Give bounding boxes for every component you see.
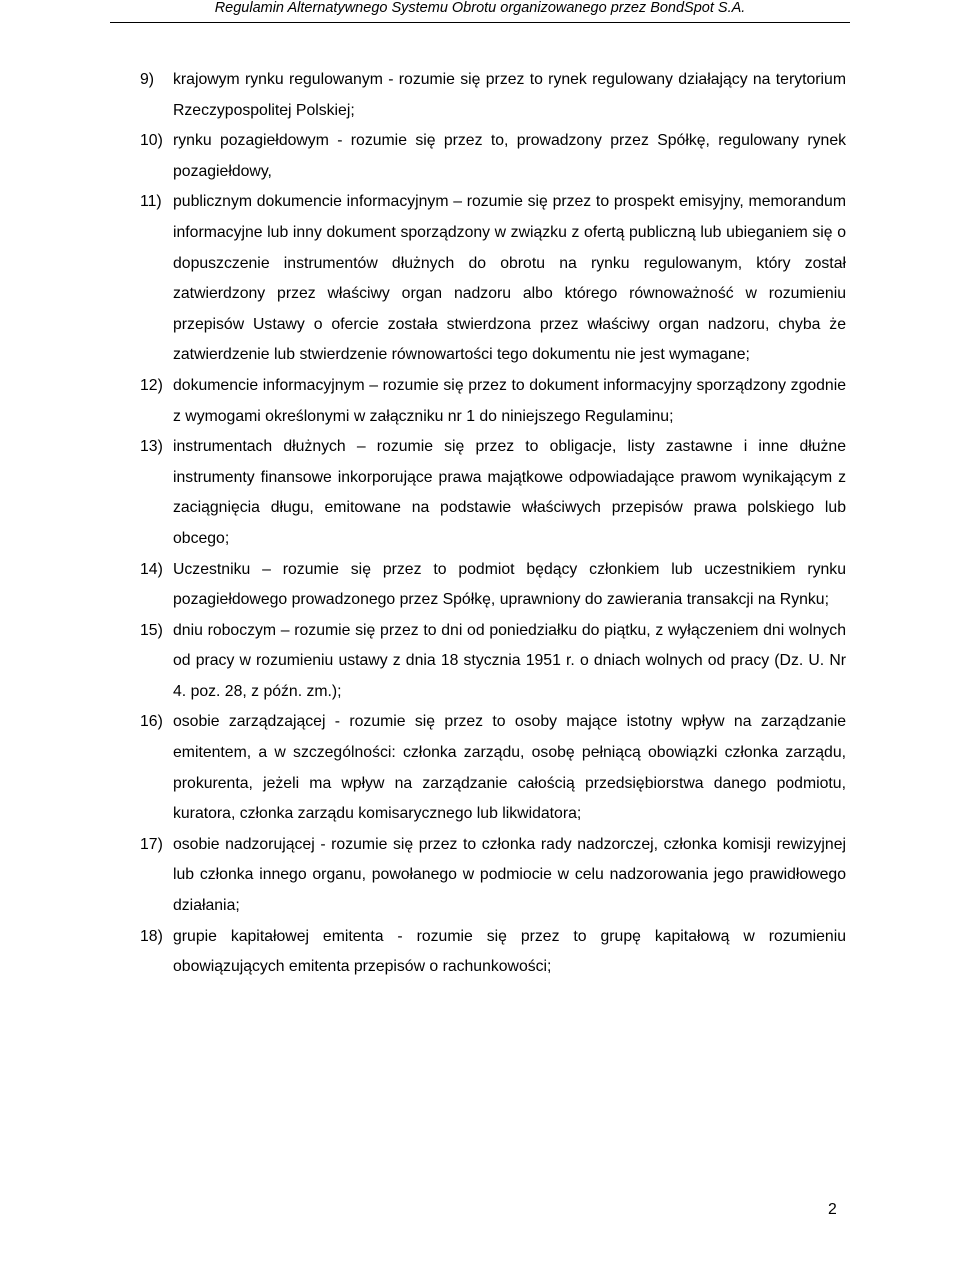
definition-item xyxy=(140,65,846,126)
definition-number: 16) xyxy=(140,713,163,731)
definition-item xyxy=(140,187,846,371)
definition-item xyxy=(140,371,846,432)
definition-text: krajowym rynku regulowanym - rozumie się przez to rynek regulowany działający na terytorium Rzeczypospolitej Polskiej; xyxy=(173,71,846,119)
definitions-list xyxy=(140,65,846,983)
definition-number: 17) xyxy=(140,835,163,853)
definition-text: publicznym dokumencie informacyjnym – rozumie się przez to prospekt emisyjny, memorandum informacyjne lub inny dokument sporządzony w związku z ofertą publiczną lub ubieganiem się o dopuszczenie instrumentów dłużnych do obrotu na rynku regulowanym, który został zatwierdzony przez właściwy organ nadzoru albo którego równoważność w rozumieniu przepisów Ustawy o ofercie została stwierdzona przez właściwy organ nadzoru, chyba że zatwierdzenie lub stwierdzenie równowartości tego dokumentu nie jest wymagane; xyxy=(173,193,846,364)
definition-item xyxy=(140,830,846,922)
definition-text: dokumencie informacyjnym – rozumie się przez to dokument informacyjny sporządzony zgodnie z wymogami określonymi w załączniku nr 1 do niniejszego Regulaminu; xyxy=(173,376,846,425)
page-number: 2 xyxy=(828,1201,837,1218)
definition-number: 13) xyxy=(140,438,163,456)
definition-number: 9) xyxy=(140,71,155,88)
definition-item xyxy=(140,922,846,983)
definition-item xyxy=(140,616,846,708)
running-header xyxy=(110,0,850,23)
definition-text: Uczestniku – rozumie się przez to podmiot będący członkiem lub uczestnikiem rynku pozagiełdowego prowadzonego przez Spółkę, uprawniony do zawierania transakcji na Rynku; xyxy=(173,560,846,609)
definition-text: rynku pozagiełdowym - rozumie się przez to, prowadzony przez Spółkę, regulowany rynek pozagiełdowy, xyxy=(173,132,846,180)
definition-text: grupie kapitałowej emitenta - rozumie się przez to grupę kapitałową w rozumieniu obowiązujących emitenta przepisów o rachunkowości; xyxy=(173,927,846,976)
definition-text: osobie nadzorującej - rozumie się przez to członka rady nadzorczej, członka komisji rewizyjnej lub członka innego organu, powołanego w podmiocie w celu nadzorowania jego prawidłowego działania; xyxy=(173,835,846,915)
document-title: Regulamin Alternatywnego Systemu Obrotu organizowanego przez BondSpot S.A. xyxy=(214,0,746,16)
definition-number: 14) xyxy=(140,560,163,578)
definition-number: 15) xyxy=(140,621,163,639)
definition-text: dniu roboczym – rozumie się przez to dni od poniedziałku do piątku, z wyłączeniem dni wolnych od pracy w rozumieniu ustawy z dnia 18 stycznia 1951 r. o dniach wolnych od pracy (Dz. U. Nr 4. poz. 28, z późn. zm.); xyxy=(173,621,846,700)
definition-text: instrumentach dłużnych – rozumie się przez to obligacje, listy zastawne i inne dłużne instrumenty finansowe inkorporujące prawa majątkowe odpowiadające prawom wynikającym z zaciągnięcia długu, emitowane na podstawie właściwych przepisów prawa polskiego lub obcego; xyxy=(173,438,846,547)
definition-number: 10) xyxy=(140,132,163,150)
definition-text: osobie zarządzającej - rozumie się przez to osoby mające istotny wpływ na zarządzanie emitentem, a w szczególności: członka zarządu, osobę pełniącą obowiązki członka zarządu, prokurenta, jeżeli ma wpływ na zarządzanie całością przedsiębiorstwa danego podmiotu, kuratora, członka zarządu komisarycznego lub likwidatora; xyxy=(173,713,846,823)
definition-number: 18) xyxy=(140,927,163,945)
definition-number: 12) xyxy=(140,376,163,394)
definition-number: 11) xyxy=(140,193,162,211)
definition-item xyxy=(140,432,846,554)
definition-item xyxy=(140,707,846,829)
definition-item xyxy=(140,126,846,187)
definition-item xyxy=(140,555,846,616)
